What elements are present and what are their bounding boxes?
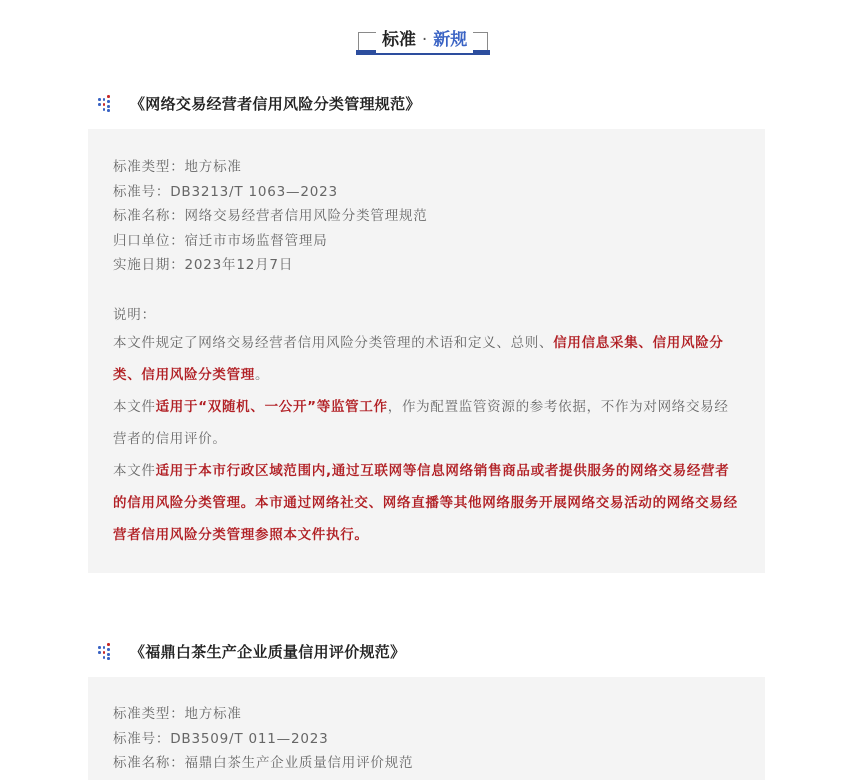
field-value: DB3213/T 1063—2023 xyxy=(170,183,338,200)
field-standard-type xyxy=(113,155,740,180)
paragraph-highlight: 适用于本市行政区域范围内,通过互联网等信息网络销售商品或者提供服务的网络交易经营者的信用风险分类管理。本市通过网络社交、网络直播等其他网络服务开展网络交易活动的网络交易经营者信用风险分类管理参照本文件执行。 xyxy=(113,462,738,543)
header-word-1: 标准 xyxy=(382,30,416,50)
paragraph-text: 。 xyxy=(255,366,270,383)
dot-grid-icon xyxy=(98,643,114,659)
field-responsible-unit xyxy=(113,229,740,254)
field-value: 宿迁市市场监督管理局 xyxy=(184,232,328,249)
field-value: DB3509/T 011—2023 xyxy=(170,730,329,747)
header-title xyxy=(376,27,473,53)
header-word-2: 新规 xyxy=(433,30,468,50)
field-value: 地方标准 xyxy=(184,706,242,722)
description-paragraph-1 xyxy=(113,327,740,391)
field-label: 标准类型： xyxy=(113,159,185,175)
description-paragraph-3 xyxy=(113,455,740,551)
field-label: 标准号： xyxy=(113,730,171,747)
standard-info-panel-2 xyxy=(88,677,765,780)
section-title-1 xyxy=(98,91,421,115)
field-value: 地方标准 xyxy=(184,159,242,175)
field-label: 标准号： xyxy=(113,183,171,200)
field-standard-number xyxy=(113,180,740,205)
paragraph-text: 本文件规定了网络交易经营者信用风险分类管理的术语和定义、总则、 xyxy=(113,334,554,351)
section-title-2 xyxy=(98,639,405,663)
field-standard-type xyxy=(113,702,740,727)
field-value: 网络交易经营者信用风险分类管理规范 xyxy=(184,208,428,225)
field-effective-date xyxy=(113,253,740,278)
field-standard-name xyxy=(113,751,740,776)
paragraph-text: 本文件 xyxy=(113,462,156,479)
field-label: 实施日期： xyxy=(113,257,185,274)
dot-grid-icon xyxy=(98,95,114,111)
field-value: 福鼎白茶生产企业质量信用评价规范 xyxy=(184,755,414,772)
field-standard-name xyxy=(113,204,740,229)
field-label: 归口单位： xyxy=(113,232,185,249)
description-paragraph-2 xyxy=(113,391,740,455)
paragraph-highlight: 信用信息采集、信用风险分类、信用风险分类管理 xyxy=(113,334,724,383)
paragraph-highlight: 适用于“双随机、一公开”等监管工作 xyxy=(155,398,388,415)
paragraph-text: ，作为配置监管资源的参考依据，不作为对网络交易经营者的信用评价。 xyxy=(113,398,729,447)
standard-info-panel-1 xyxy=(88,129,765,573)
section-title-text: 《网络交易经营者信用风险分类管理规范》 xyxy=(130,94,421,113)
field-label: 标准类型： xyxy=(113,706,185,722)
field-value: 2023年12月7日 xyxy=(184,257,294,274)
section-header xyxy=(356,28,490,58)
paragraph-text: 本文件 xyxy=(113,398,156,415)
field-label: 标准名称： xyxy=(113,208,185,225)
field-standard-number xyxy=(113,727,740,752)
header-separator: · xyxy=(421,30,428,50)
section-title-text: 《福鼎白茶生产企业质量信用评价规范》 xyxy=(130,642,406,661)
note-label: 说明： xyxy=(113,306,156,323)
field-label: 标准名称： xyxy=(113,755,185,772)
